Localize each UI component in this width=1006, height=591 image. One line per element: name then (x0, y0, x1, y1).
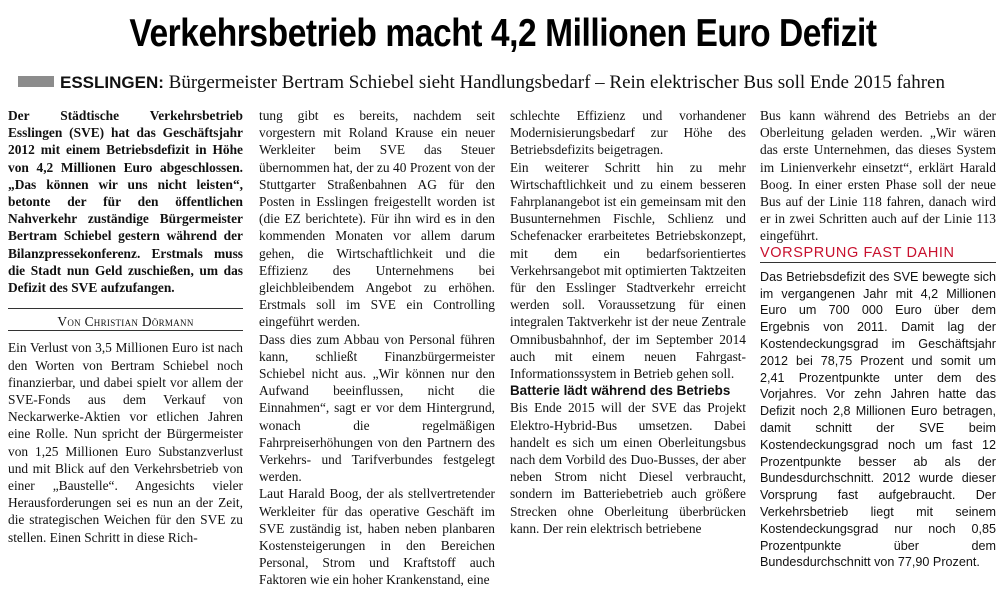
body-paragraph: Ein Verlust von 3,5 Millionen Euro ist nach den Worten von Bertram Schiebel noch finanzierbar, und dabei spielt vor allem der SVE-Fonds aus dem Verkauf von Neckarwerke-Aktien vor etlichen Jahren eine Rolle. Nun spricht der Bürgermeister von 1,25 Millionen Euro Substanzverlust und mit Blick auf den Verkehrsbetrieb von einer „Baustelle“. Angesichts vieler Herausforderungen sei es nun an der Zeit, die strategischen Weichen für den SVE zu stellen. Einen Schritt in diese Rich- (8, 340, 243, 545)
body-paragraph: tung gibt es bereits, nachdem seit vorgestern mit Roland Krause ein neuer Werkleiter beim SVE das Steuer übernommen hat, der zu 40 Prozent von der Stuttgarter Straßenbahnen AG für den Posten in Esslingen freigestellt worden ist (die EZ berichtete). Für ihn wird es in den kommenden Monaten vor allem darum gehen, die Wirtschaftlichkeit und die Effizienz des Unternehmens bei gleichbleibendem Angebot zu erhöhen. Erstmals soll im SVE ein Controlling eingeführt werden. (259, 108, 495, 330)
section-subheading: Batterie lädt während des Betriebs (510, 383, 731, 399)
article-headline: Verkehrsbetrieb macht 4,2 Millionen Euro Defizit (129, 12, 877, 55)
info-box-heading: VORSPRUNG FAST DAHIN (760, 244, 955, 261)
info-box-rule (760, 262, 996, 263)
body-paragraph: Bis Ende 2015 will der SVE das Projekt Elektro-Hybrid-Bus umsetzen. Dabei handelt es sich um einen Oberleitungsbus nach dem Vorbild des Duo-Busses, der aber neben Strom nicht Diesel verbraucht, sondern im Batteriebetrieb auch größere Strecken ohne Oberleitung überbrücken kann. Der rein elektrisch betriebene (510, 400, 746, 536)
body-paragraph: Ein weiterer Schritt hin zu mehr Wirtschaftlichkeit und zu einem besseren Fahrplanangebot ist ein gemeinsam mit den Busunternehmen Fischle, Schlienz und Schefenacker erarbeitetes Betriebskonzept, mit dem ein bedarfsorientiertes Verkehrsangebot mit optimierten Taktzeiten für den Esslinger Stadtverkehr erreicht werden soll. Voraussetzung für einen integralen Taktverkehr ist der neue Zentrale Omnibusbahnhof, der im September 2014 auch mit einem neuen Fahrgast-Informationssystem in Betrieb gehen soll. (510, 159, 746, 382)
body-paragraph: Bus kann während des Betriebs an der Oberleitung geladen werden. „Wir wären das erste Unternehmen, das dieses System im Linienverkehr einsetzt“, erklärt Harald Boog. In einer ersten Phase soll der neue Bus auf der Linie 118 fahren, danach wird er in zwei Schritten auch auf der Linie 113 eingeführt. (760, 108, 996, 244)
column-1 (8, 107, 243, 546)
subline-text: Bürgermeister Bertram Schiebel sieht Handlungsbedarf – Rein elektrischer Bus soll Ende 2015 fahren (168, 72, 945, 93)
column-2 (259, 107, 495, 589)
info-box-text: Das Betriebsdefizit des SVE bewegte sich im vergangenen Jahr mit 4,2 Millionen Euro um 700 000 Euro über dem Ergebnis von 2011. Damit lag der Kostendeckungsgrad im Geschäftsjahr 2012 bei 78,75 Prozent und somit um 2,41 Prozentpunkte unter dem des Vorjahres. Vor zehn Jahren hatte das Defizit noch 2,8 Millionen Euro betragen, damit schnitt der SVE beim Kostendeckungsgrad noch um fast 12 Prozentpunkte besser ab als der Bundesdurchschnitt. 2012 wurde dieser Vorsprung fast aufgebraucht. Der Verkehrsbetrieb liegt mit seinem Kostendeckungsgrad nur noch 0,85 Prozentpunkte über dem Bundesdurchschnitt von 77,90 Prozent. (760, 269, 996, 570)
body-paragraph: Dass dies zum Abbau von Personal führen kann, schließt Finanzbürgermeister Schiebel nicht aus. „Wir können nur den Aufwand beeinflussen, nicht die Einnahmen“, sagt er vor dem Hintergrund, wonach die regelmäßigen Fahrpreiserhöhungen von den Partnern des Verkehrs- und Tarifverbundes festgelegt werden. (259, 331, 495, 485)
subline-bar (18, 76, 54, 87)
column-3 (510, 107, 746, 537)
author-rule-top (8, 308, 243, 309)
subline-place: ESSLINGEN: (60, 73, 164, 92)
column-4 (760, 107, 996, 571)
author-rule-bottom (8, 330, 243, 331)
article-lead: Der Städtische Verkehrsbetrieb Esslingen (SVE) hat das Geschäftsjahr 2012 mit einem Betriebsdefizit in Höhe von 4,2 Millionen Euro abgeschlossen. „Das können wir uns nicht leisten“, betonte der für den öffentlichen Nahverkehr zuständige Bürgermeister Bertram Schiebel gestern während der Bilanzpressekonferenz. Erstmals muss die Stadt nun Geld zuschießen, um das Defizit des SVE aufzufangen. (8, 108, 243, 296)
author-line: Von Christian Dörmann (57, 314, 194, 330)
article-subline (18, 72, 1006, 94)
body-paragraph: schlechte Effizienz und vorhandener Modernisierungsbedarf zur Höhe des Betriebsdefizits beigetragen. (510, 108, 746, 158)
body-paragraph: Laut Harald Boog, der als stellvertretender Werkleiter für das operative Geschäft im SVE zuständig ist, haben neben planbaren Kostensteigerungen in den Bereichen Personal, Strom und Kraftstoff auch Faktoren wie ein hoher Krankenstand, eine (259, 486, 495, 588)
